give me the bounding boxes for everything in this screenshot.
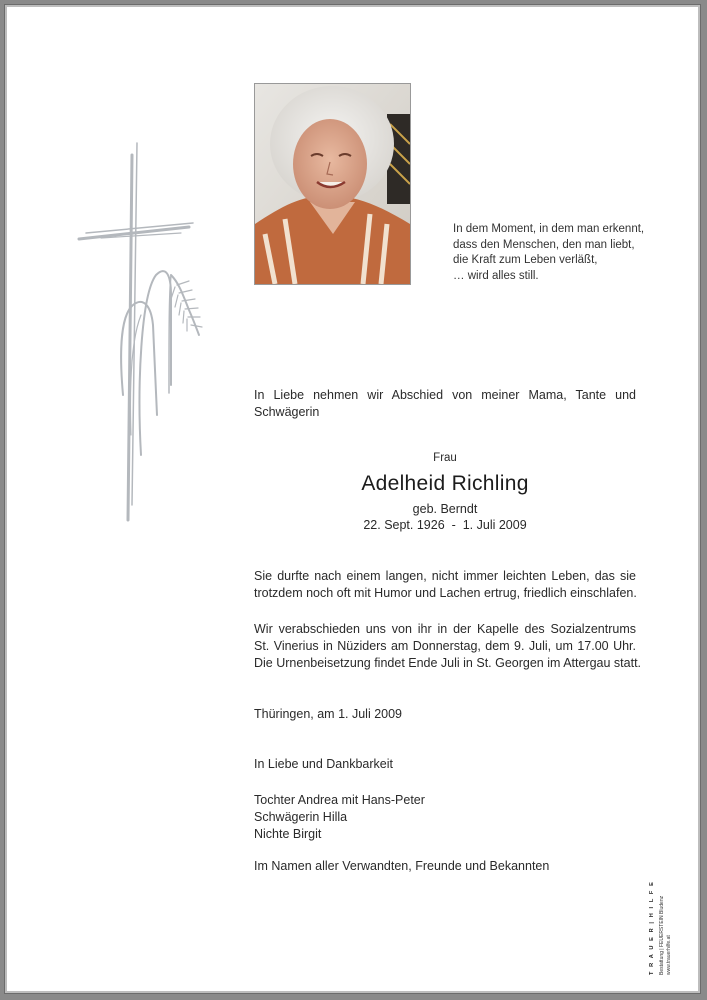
farewell-paragraph bbox=[254, 621, 642, 672]
intro-paragraph bbox=[254, 387, 636, 421]
logo-details bbox=[659, 875, 689, 975]
farewell-line: Wir verabschieden uns von ihr in der Kapelle des Sozialzentrums bbox=[254, 622, 636, 636]
logo-line-2: www.trauerhilfe.at bbox=[665, 935, 672, 975]
family-list bbox=[254, 792, 636, 843]
poem-line: In dem Moment, in dem man erkennt, bbox=[453, 223, 645, 235]
family-member: Tochter Andrea mit Hans-Peter bbox=[254, 793, 425, 807]
salutation: Frau bbox=[433, 452, 457, 464]
cross-with-wheat-icon bbox=[71, 135, 211, 530]
poem-line: die Kraft zum Leben verläßt, bbox=[453, 254, 598, 266]
obituary-sheet bbox=[4, 4, 701, 994]
closing-line: Im Namen aller Verwandten, Freunde und Bekannten bbox=[254, 859, 550, 873]
portrait-photo bbox=[254, 83, 411, 285]
thanks-line: In Liebe und Dankbarkeit bbox=[254, 757, 393, 771]
intro-line: Schwägerin bbox=[254, 405, 320, 419]
life-paragraph bbox=[254, 568, 636, 602]
life-line: Sie durfte nach einem langen, nicht immer leichten Leben, das sie bbox=[254, 569, 636, 583]
place-date: Thüringen, am 1. Juli 2009 bbox=[254, 707, 403, 721]
life-dates: 22. Sept. 1926 - 1. Juli 2009 bbox=[363, 518, 527, 532]
family-member: Nichte Birgit bbox=[254, 827, 322, 841]
birth-name: geb. Berndt bbox=[412, 502, 478, 516]
farewell-line: St. Vinerius in Nüziders am Donnerstag, dem 9. Juli, um 17.00 Uhr. bbox=[254, 639, 636, 653]
intro-line: In Liebe nehmen wir Abschied von meiner Mama, Tante und bbox=[254, 388, 636, 402]
poem bbox=[453, 222, 644, 284]
logo-brand: T R A U E R | H I L F E bbox=[649, 880, 655, 975]
poem-line: … wird alles still. bbox=[453, 269, 539, 282]
deceased-name: Adelheid Richling bbox=[361, 472, 529, 495]
farewell-line: Die Urnenbeisetzung findet Ende Juli in St. Georgen im Attergau statt. bbox=[254, 656, 642, 670]
life-line: trotzdem noch oft mit Humor und Lachen ertrug, friedlich einschlafen. bbox=[254, 586, 637, 600]
family-member: Schwägerin Hilla bbox=[254, 810, 348, 824]
poem-line: dass den Menschen, den man liebt, bbox=[453, 238, 635, 251]
logo-line-1: Bestattung | FEUERSTEIN Bludenz bbox=[659, 895, 665, 975]
